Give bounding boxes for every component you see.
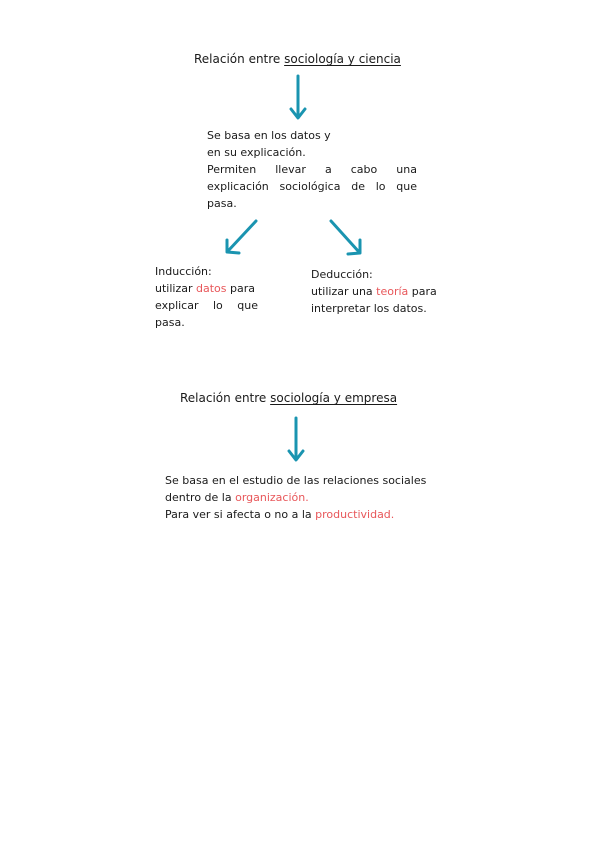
deduction-line-2: utilizar una teoría para — [311, 285, 437, 298]
arrow-down-right-icon — [326, 218, 366, 258]
arrow-down-left-icon — [222, 218, 262, 258]
science-title-underlined: sociología y ciencia — [284, 52, 401, 66]
business-line-2: dentro de la organización. — [165, 491, 309, 504]
business-text — [165, 472, 455, 523]
deduction-heading: Deducción: — [311, 268, 373, 281]
business-highlight-productivity: productividad. — [315, 508, 395, 521]
science-main-text — [207, 127, 417, 212]
induction-line-2: utilizar datos para — [155, 282, 255, 295]
science-line-1: Se basa en los datos y — [207, 129, 331, 142]
arrow-down-icon — [286, 416, 306, 466]
science-line-5: pasa. — [207, 197, 237, 210]
deduction-highlight: teoría — [376, 285, 409, 298]
business-title-underlined: sociología y empresa — [270, 391, 398, 405]
business-title-prefix: Relación entre — [180, 391, 271, 405]
induction-line-4: pasa. — [155, 316, 185, 329]
arrow-down-icon — [288, 74, 308, 124]
induction-line-3: explicar lo que — [155, 299, 258, 312]
induction-highlight: datos — [196, 282, 227, 295]
business-title — [180, 391, 397, 405]
business-highlight-organization: organización. — [235, 491, 309, 504]
science-title — [194, 52, 401, 66]
science-line-3: Permiten llevar a cabo una — [207, 163, 417, 176]
business-line-3: Para ver si afecta o no a la productividad. — [165, 508, 395, 521]
deduction-line-3: interpretar los datos. — [311, 302, 427, 315]
induction-block — [155, 263, 258, 331]
induction-heading: Inducción: — [155, 265, 212, 278]
science-line-4: explicación sociológica de lo que — [207, 180, 417, 193]
business-line-1: Se basa en el estudio de las relaciones sociales — [165, 474, 427, 487]
science-title-prefix: Relación entre — [194, 52, 285, 66]
deduction-block — [311, 266, 451, 317]
science-line-2: en su explicación. — [207, 146, 306, 159]
